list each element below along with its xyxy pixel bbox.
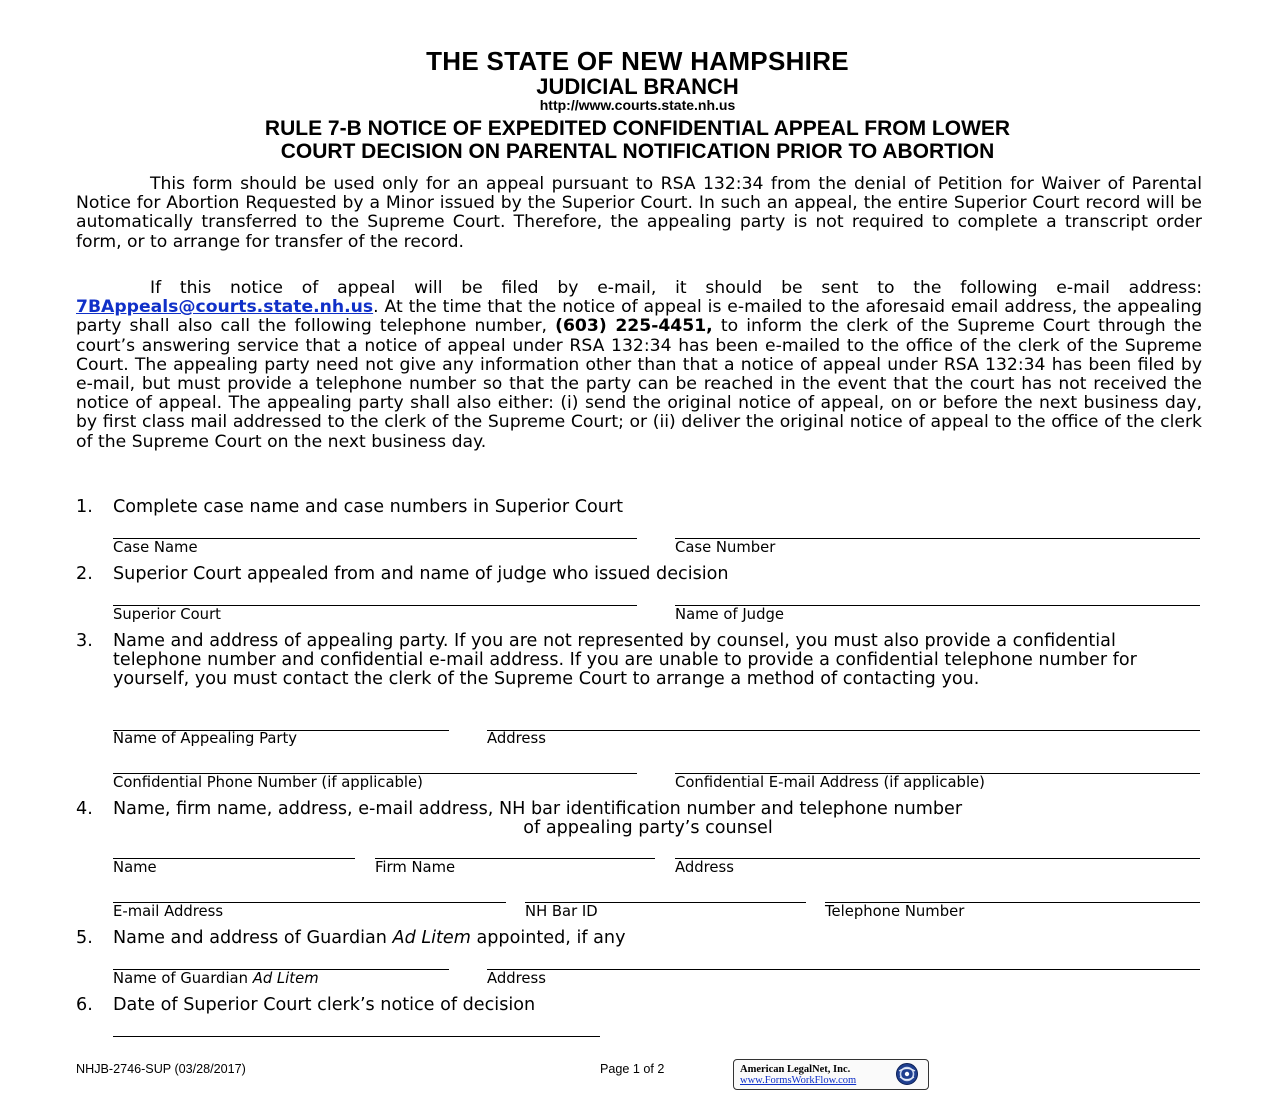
appeals-email-link[interactable]: 7BAppeals@courts.state.nh.us xyxy=(76,297,374,318)
q5-text: Name and address of Guardian Ad Litem appointed, if any xyxy=(113,928,626,948)
logo-url-link[interactable]: www.FormsWorkFlow.com xyxy=(740,1075,857,1086)
form-title-line-1: RULE 7-B NOTICE OF EXPEDITED CONFIDENTIAL APPEAL FROM LOWER xyxy=(264,117,1011,140)
guardian-name-label: Name of Guardian Ad Litem xyxy=(113,970,319,987)
q1-number: 1. xyxy=(76,497,93,517)
form-id: NHJB-2746-SUP (03/28/2017) xyxy=(76,1062,246,1076)
counsel-bar-id-label: NH Bar ID xyxy=(525,903,598,920)
confidential-email-label: Confidential E-mail Address (if applicable) xyxy=(675,774,985,791)
counsel-firm-label: Firm Name xyxy=(375,859,456,876)
q4-text-line-2: of appealing party’s counsel xyxy=(523,818,773,838)
counsel-address-label: Address xyxy=(675,859,734,876)
q5-number: 5. xyxy=(76,928,93,948)
intro-paragraph-1: This form should be used only for an appeal pursuant to RSA 132:34 from the denial of Petition for Waiver of Parental Notice for Abortion Requested by a Minor issued by the Superior Court. In such an appeal, the entire Superior Court record will be automatically transferred to the Supreme Court. Therefore, the appealing party is not required to complete a transcript order form, or to arrange for transfer of the record. xyxy=(76,174,1202,252)
q1-text: Complete case name and case numbers in Superior Court xyxy=(113,497,624,517)
judge-name-label: Name of Judge xyxy=(675,606,784,623)
appealing-party-name-label: Name of Appealing Party xyxy=(113,730,298,747)
case-number-label: Case Number xyxy=(675,539,776,556)
q3-number: 3. xyxy=(76,631,93,651)
notice-date-field[interactable] xyxy=(113,1036,600,1037)
form-title xyxy=(60,117,1215,163)
logo-company-name: American LegalNet, Inc. xyxy=(740,1064,851,1075)
globe-icon xyxy=(894,1062,920,1086)
page-number: Page 1 of 2 xyxy=(600,1062,665,1076)
court-url[interactable]: http://www.courts.state.nh.us xyxy=(539,97,736,113)
q3-text: Name and address of appealing party. If you are not represented by counsel, you must also provide a confidential telephone number and confidential e-mail address. If you are unable to provide a confidential telephone number for yourself, you must contact the clerk of the Supreme Court to arrange a method of contacting you. xyxy=(113,631,1137,690)
q6-text: Date of Superior Court clerk’s notice of decision xyxy=(113,995,536,1015)
intro-paragraph-2: If this notice of appeal will be filed by e-mail, it should be sent to the following e-mail address: 7BAppeals@courts.state.nh.us. At the time that the notice of appeal is e-mailed to the aforesaid email address, the appealing party shall also call the following telephone number, (603) 225-4451, to inform the clerk of the Supreme Court through the court’s answering service that a notice of appeal under RSA 132:34 has been e-mailed to the office of the clerk of the Supreme Court. The appealing party need not give any information other than that a notice of appeal under RSA 132:34 has been filed by e-mail, but must provide a telephone number so that the party can be reached in the event that the court has not received the notice of appeal. The appealing party shall also either: (i) send the original notice of appeal, on or before the next business day, by first class mail addressed to the clerk of the Supreme Court; or (ii) deliver the original notice of appeal to the office of the clerk of the Supreme Court on the next business day. xyxy=(76,278,1202,452)
form-title-line-2: COURT DECISION ON PARENTAL NOTIFICATION PRIOR TO ABORTION xyxy=(280,140,995,163)
branch-heading: JUDICIAL BRANCH xyxy=(536,74,739,99)
state-heading: THE STATE OF NEW HAMPSHIRE xyxy=(426,46,849,76)
superior-court-label: Superior Court xyxy=(113,606,221,623)
appealing-party-address-field[interactable] xyxy=(487,730,1200,731)
phone-number: (603) 225-4451, xyxy=(555,316,713,337)
q2-number: 2. xyxy=(76,564,93,584)
counsel-email-label: E-mail Address xyxy=(113,903,224,920)
appealing-party-address-label: Address xyxy=(487,730,546,747)
counsel-name-label: Name xyxy=(113,859,157,876)
q6-number: 6. xyxy=(76,995,93,1015)
legalnet-logo[interactable] xyxy=(733,1059,929,1090)
counsel-phone-label: Telephone Number xyxy=(825,903,965,920)
case-name-label: Case Name xyxy=(113,539,198,556)
q4-text-line-1: Name, firm name, address, e-mail address, NH bar identification number and telephone number xyxy=(113,799,963,819)
guardian-address-field[interactable] xyxy=(487,969,1200,970)
confidential-phone-label: Confidential Phone Number (if applicable) xyxy=(113,774,423,791)
guardian-address-label: Address xyxy=(487,970,546,987)
q2-text: Superior Court appealed from and name of judge who issued decision xyxy=(113,564,729,584)
q4-number: 4. xyxy=(76,799,93,819)
counsel-address-field[interactable] xyxy=(675,858,1200,859)
